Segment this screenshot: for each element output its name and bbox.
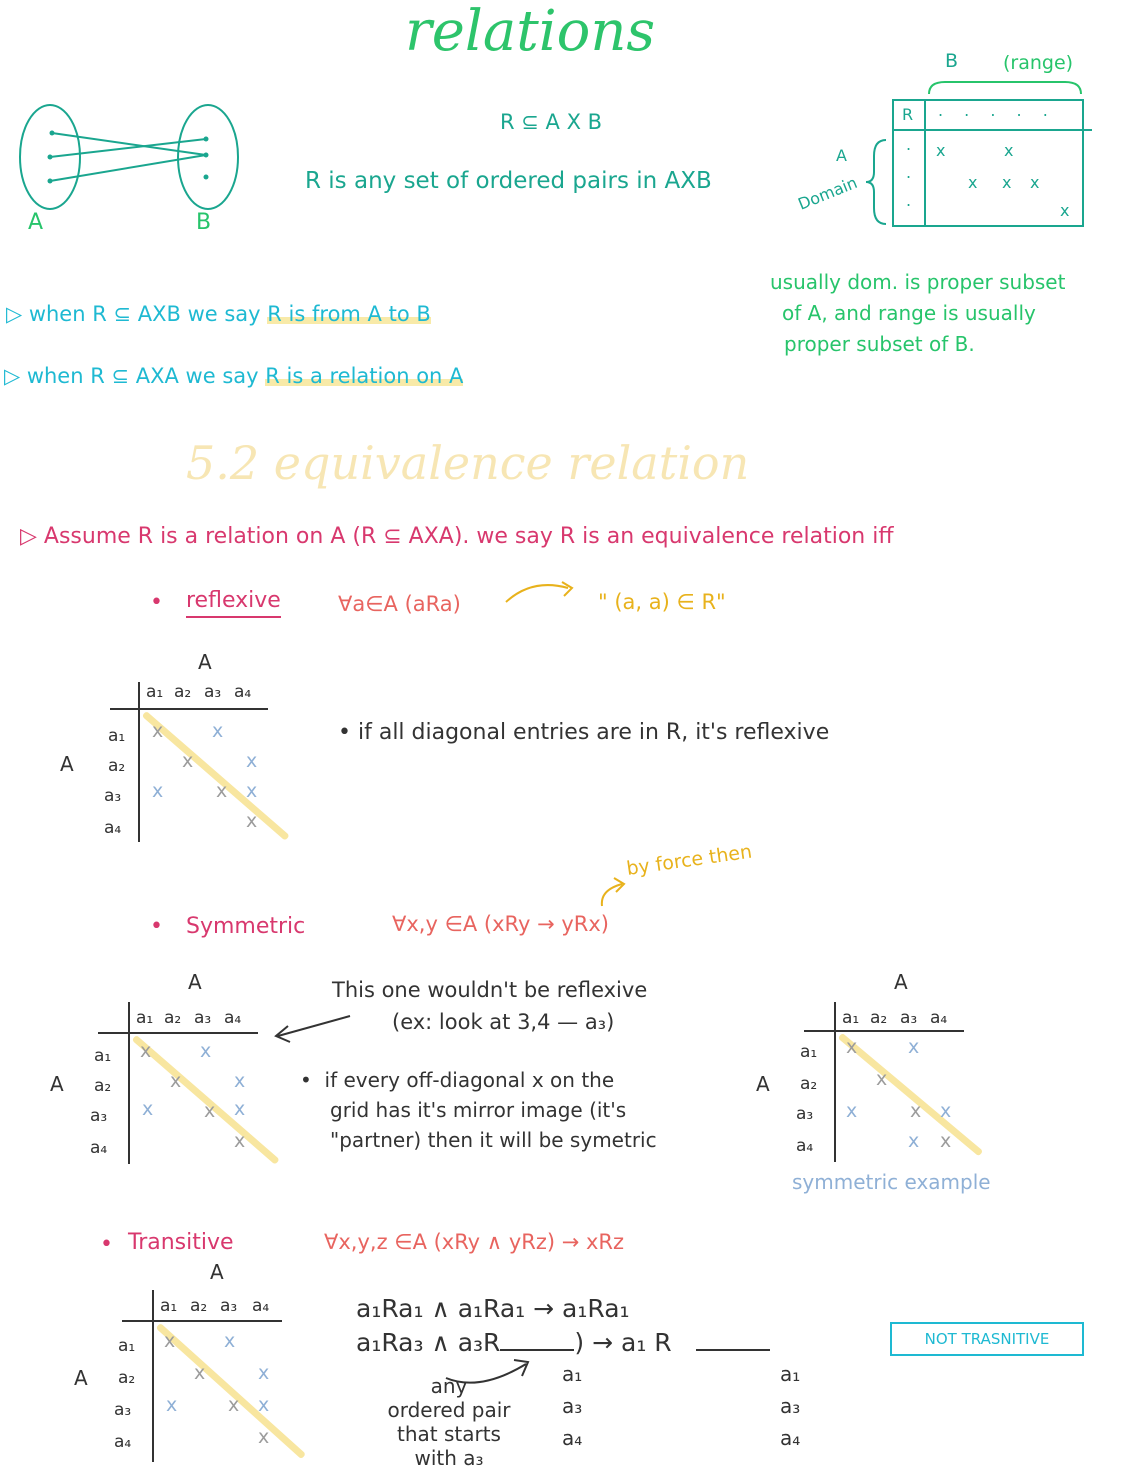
- set-b-oval: [178, 105, 238, 209]
- table-top-label: B: [945, 50, 959, 72]
- transitive-label: Transitive: [128, 1230, 234, 1255]
- table-domain-label: Domain: [795, 172, 860, 214]
- transitive-bullet: •: [100, 1232, 113, 1257]
- symmetric-formula: ∀x,y ∈A (xRy → yRx): [392, 912, 609, 936]
- symmetric-annotation-arrow: [592, 870, 632, 910]
- when-from-line: ▷ when R ⊆ AXB we say R is from A to B: [6, 302, 431, 326]
- symmetric-example-grid: A a₁ a₂ a₃ a₄ A a₁ a₂ a₃ a₄ x x x x x x x x: [756, 972, 976, 1172]
- table-mark: x: [1004, 141, 1014, 160]
- domain-range-note: usually dom. is proper subset of A, and range is usually proper subset of B.: [770, 270, 1066, 356]
- relation-table: R . . . . . . . . x x x x x x: [892, 99, 1084, 227]
- set-a-label: A: [28, 210, 44, 235]
- when-on-highlight: R is a relation on A: [265, 364, 464, 388]
- not-reflexive-note-2: (ex: look at 3,4 — a₃): [392, 1010, 615, 1034]
- table-range-label: (range): [1003, 52, 1074, 74]
- transitive-formula: ∀x,y,z ∈A (xRy ∧ yRz) → xRz: [324, 1230, 625, 1254]
- relation-formula: R ⊆ A X B: [500, 110, 603, 134]
- set-b-label: B: [196, 210, 212, 235]
- transitive-col-2: a₁ a₃ a₄: [780, 1362, 801, 1450]
- reflexive-label: reflexive: [186, 590, 281, 618]
- reflexive-grid: A a₁ a₂ a₃ a₄ A a₁ a₂ a₃ a₄ x x x x x x x x: [60, 652, 280, 852]
- table-mark: x: [968, 173, 978, 192]
- pointer-arrow: [270, 1008, 360, 1044]
- relation-definition: R is any set of ordered pairs in AXB: [305, 168, 712, 194]
- symmetric-bullet: •: [150, 914, 163, 939]
- pair-note: any ordered pair that starts with a₃: [387, 1374, 511, 1470]
- symmetric-label: Symmetric: [186, 914, 306, 939]
- page-title: relations: [405, 0, 656, 64]
- symmetric-grid: A a₁ a₂ a₃ a₄ A a₁ a₂ a₃ a₄ x x x x x x x x: [50, 972, 270, 1172]
- reflexive-formula: ∀a∈A (aRa): [338, 592, 461, 616]
- symmetric-note: • if every off-diagonal x on the grid has it's mirror image (it's "partner) then it will be symetric: [300, 1068, 657, 1152]
- table-corner: R: [902, 105, 914, 124]
- reflexive-arrow: [502, 578, 582, 608]
- transitive-line-1: a₁Ra₁ ∧ a₁Ra₁ → a₁Ra₁: [356, 1294, 630, 1323]
- reflexive-bullet: •: [150, 590, 163, 615]
- not-reflexive-note-1: This one wouldn't be reflexive: [332, 978, 648, 1002]
- table-mark: x: [1002, 173, 1012, 192]
- table-mark: x: [936, 141, 946, 160]
- mapping-diagram: [10, 95, 250, 235]
- table-mark: x: [1030, 173, 1040, 192]
- when-from-highlight: R is from A to B: [267, 302, 431, 326]
- transitive-grid: A a₁ a₂ a₃ a₄ A a₁ a₂ a₃ a₄ x x x x x x x x: [70, 1262, 300, 1472]
- table-brace-top: [925, 74, 1085, 98]
- not-transitive-box: NOT TRASNITIVE: [890, 1322, 1084, 1356]
- table-side-label: A: [836, 146, 847, 165]
- table-col-dots: . . . . .: [938, 101, 1056, 120]
- symmetric-example-caption: symmetric example: [792, 1170, 991, 1194]
- transitive-col-1: a₁ a₃ a₄: [562, 1362, 583, 1450]
- table-mark: x: [1060, 201, 1070, 220]
- assume-line: ▷ Assume R is a relation on A (R ⊆ AXA). we say R is an equivalence relation iff: [20, 524, 894, 549]
- reflexive-note: • if all diagonal entries are in R, it's reflexive: [338, 720, 830, 745]
- when-on-line: ▷ when R ⊆ AXA we say R is a relation on A: [4, 364, 464, 388]
- symmetric-annotation: by force then: [625, 840, 754, 880]
- reflexive-meaning: " (a, a) ∈ R": [598, 590, 726, 614]
- transitive-line-2: a₁Ra₃ ∧ a₃R ) → a₁ R: [356, 1330, 770, 1355]
- section-heading: 5.2 equivalence relation: [186, 436, 750, 490]
- table-brace-side: [862, 136, 892, 228]
